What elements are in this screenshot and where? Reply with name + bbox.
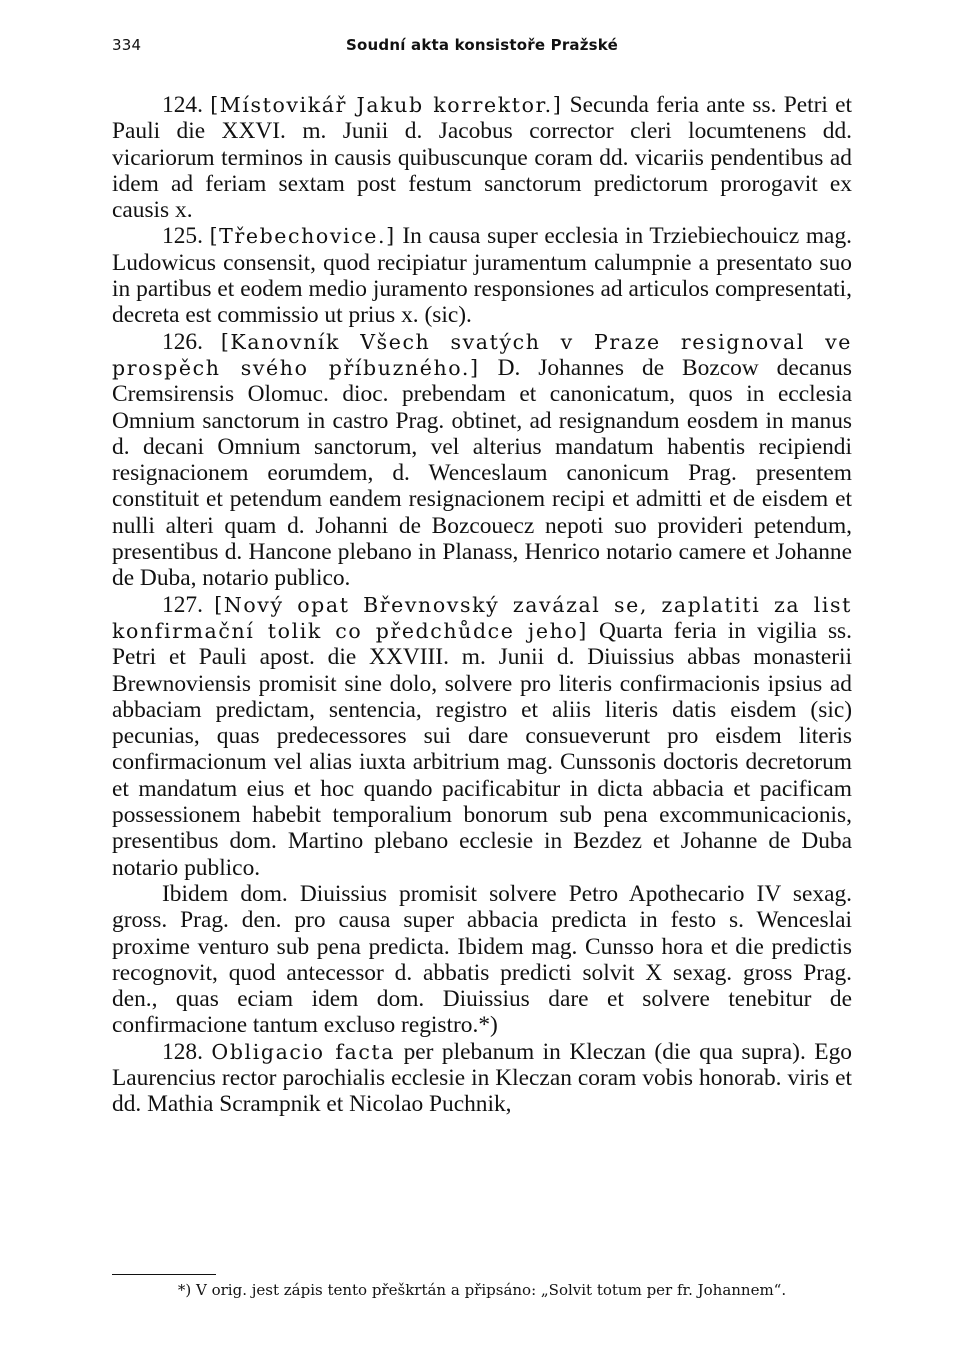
entry-text: Ibidem dom. Diuissius promisit solvere Petro Apothecario IV sexag. gross. Prag. den. pro causa super abbacia predicta in festo s. Wenceslai proxime venturo sub pena predicta. Ibidem mag. Cunsso hora et die predictis recognovit, quod antecessor d. abbatis predicti solvit X sexag. gross Prag. den., quas eciam idem dom. Diuissius dare et solvere tenebitur de confirmacione tantum excluso registro.*) [112,880,852,1039]
entry-text: per plebanum in Kleczan (die qua supra). Ego Laurencius rector parochialis ecclesie in Kleczan coram vobis honorab. viris et dd. Mathia Scrampnik et Nicolao Puchnik, [112,1038,852,1118]
entry-heading: [Nový opat Břevnovský zavázal se, zaplatiti za list konfirmační tolik co předchůdce jeho] [112,592,852,643]
entry-127 [112,592,852,881]
running-title: Soudní akta konsistoře Pražské [346,36,618,54]
entry-number: 127. [162,591,203,618]
entry-text: In causa super ecclesia in Trziebiechouicz mag. Ludowicus consensit, quod recipiatur juramentum calumpnie a presentato suo in partibus et eodem medio juramento responsiones ad articulos compresentati, decreta est commissio ut prius x. (sic). [112,223,852,329]
document-body [112,92,852,1118]
entry-heading: [Třebechovice.] [209,224,396,249]
page-number: 334 [112,36,142,54]
entry-number: 128. [162,1038,203,1065]
footnote: *) V orig. jest zápis tento přeškrtán a připsáno: „Solvit totum per fr. Johannem“. [177,1281,787,1299]
footnote-rule [112,1274,216,1275]
entry-text: Secunda feria ante ss. Petri et Pauli die XXVI. m. Junii d. Jacobus corrector cleri locumtenens dd. vicariorum terminos in causis quibuscunque coram dd. vicariis pendentibus ad idem ad feriam sextam post festum sanctorum predictorum prorogavit ex causis x. [112,92,852,224]
entry-126 [112,329,852,592]
entry-number: 126. [162,328,203,355]
entry-text: Quarta feria in vigilia ss. Petri et Pauli apost. die XXVIII. m. Junii d. Diuissius abbas monasterii Brewnoviensis promisit sine dolo, solvere pro literis confirmacionis ipsius ad abbaciam predictam, sentencia, registro et aliis literis datis eisdem (sic) pecunias, quas predecessores sui dare consueverunt pro eisdem literis confirmacionum vel alias iuxta arbitrium mag. Cunssonis doctoris decretorum et mandatum eius et hoc quando pacificabitur in dicta abbacia et pacificam possessionem habebit temporalium bonorum sub pena excommunicacionis, presentibus dom. Martino plebano ecclesie in Bezdez et Johanne de Duba notario publico. [112,617,852,881]
entry-127-continued [112,881,852,1039]
entry-heading: [Místovikář Jakub korrektor.] [210,93,563,117]
entry-text: D. Johannes de Bozcow decanus Cremsirensis Olomuc. dioc. prebendam et canonicatum, quos in ecclesia Omnium sanctorum in castro Prag. obtinet, ad resignandum eosdem in manus d. decani Omnium sanctorum, vel alterius mandatum habentis recipiendi resignacionem eorumdem, d. Wenceslaum canonicum Prag. presentem constituit et petendum eandem resignacionem recipi et admitti et de eisdem et nulli alteri quam d. Johanni de Bozcouecz nepoti suo provideri petendum, presentibus d. Hancone plebano in Planass, Henrico notario camere et Johanne de Duba, notario publico. [112,354,852,592]
entry-number: 125. [162,223,203,250]
entry-124 [112,92,852,223]
entry-number: 124. [162,92,203,118]
entry-125 [112,223,852,328]
entry-heading: [Kanovník Všech svatých v Praze resignoval ve prospěch svého příbuzného.] [112,329,852,380]
entry-128 [112,1039,852,1118]
running-header [112,36,852,60]
entry-heading: Obligacio facta [211,1039,396,1064]
